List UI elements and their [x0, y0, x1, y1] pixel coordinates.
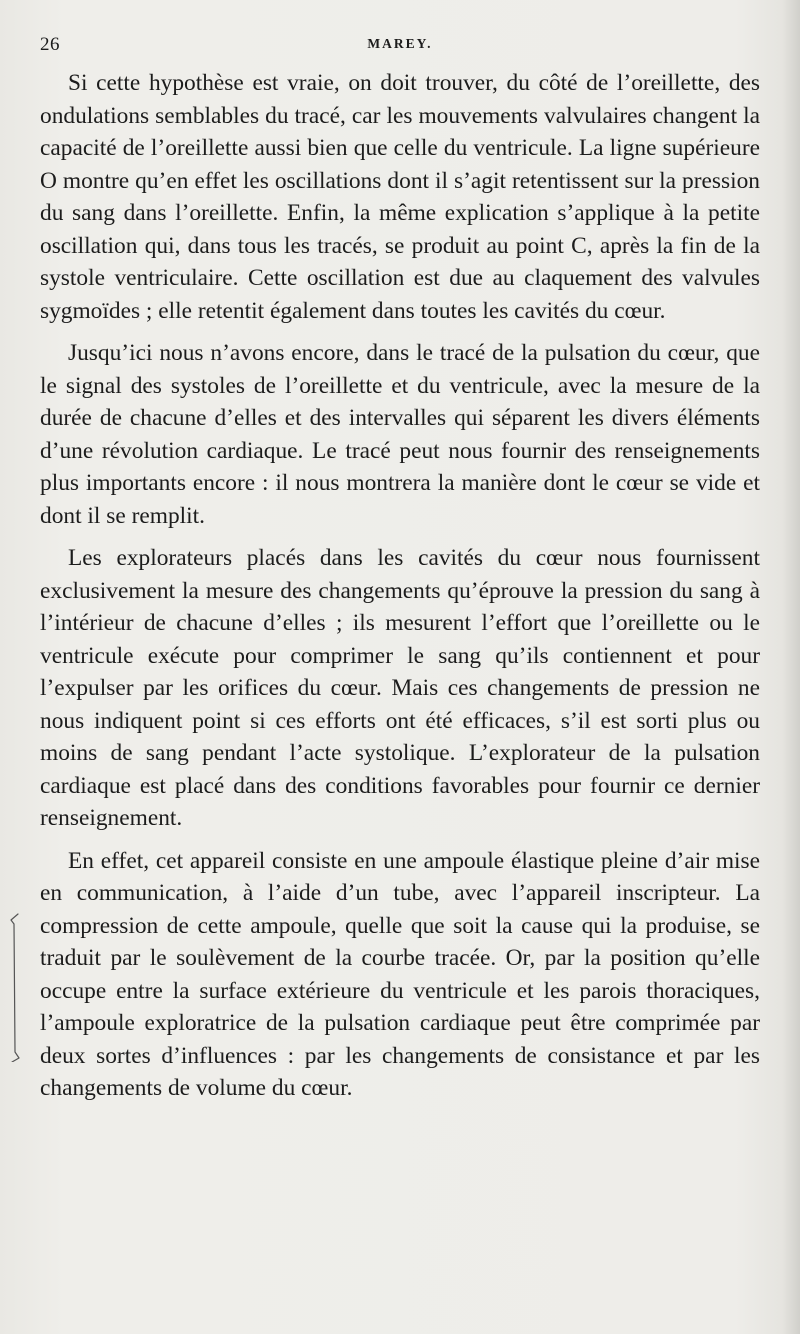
page-edge-shadow [782, 0, 800, 1334]
paragraph-3: Les explorateurs placés dans les cavités du cœur nous fournissent exclusivement la mesure des changements qu’éprouve la pression du sang à l’intérieur de chacune d’elles ; ils mesurent l’effort que l’oreillette ou le ventricule exécute pour comprimer le sang qu’ils contiennent et pour l’expulser par les orifices du cœur. Mais ces changements de pression ne nous indiquent point si ces efforts ont été efficaces, s’il est sorti plus ou moins de sang pendant l’acte systolique. L’explorateur de la pulsation cardiaque est placé dans des conditions favorables pour fournir ce dernier renseignement. [40, 545, 760, 831]
running-head: MAREY. [367, 36, 433, 51]
body-text [40, 67, 760, 1105]
page-number: 26 [40, 34, 60, 55]
margin-pencil-bracket [6, 912, 24, 1062]
pencil-bracket-icon [6, 912, 24, 1062]
paragraph-4: En effet, cet appareil consiste en une ampoule élastique pleine d’air mise en communication, à l’aide d’un tube, avec l’appareil inscripteur. La compression de cette ampoule, quelle que soit la cause qui la produise, se traduit par le soulèvement de la courbe tracée. Or, par la position qu’elle occupe entre la surface extérieure du ventricule et les parois thoraciques, l’ampoule exploratrice de la pulsation cardiaque peut être comprimée par deux sortes d’influences : par les changements de consistance et par les changements de volume du cœur. [40, 847, 760, 1101]
paragraph-1: Si cette hypothèse est vraie, on doit trouver, du côté de l’oreillette, des ondulations semblables du tracé, car les mouvements valvulaires changent la capacité de l’oreillette aussi bien que celle du ventricule. La ligne supérieure O montre qu’en effet les oscillations dont il s’agit retentissent sur la pression du sang dans l’oreillette. Enfin, la même explication s’applique à la petite oscillation qui, dans tous les tracés, se produit au point C, après la fin de la systole ventriculaire. Cette oscillation est due au claquement des valvules sygmoïdes ; elle retentit également dans toutes les cavités du cœur. [40, 70, 760, 324]
paragraph-2: Jusqu’ici nous n’avons encore, dans le tracé de la pulsation du cœur, que le signal des systoles de l’oreillette et du ventricule, avec la mesure de la durée de chacune d’elles et des intervalles qui séparent les divers éléments d’une révolution cardiaque. Le tracé peut nous fournir des renseignements plus importants encore : il nous montrera la manière dont le cœur se vide et dont il se remplit. [40, 340, 760, 529]
page-header [40, 34, 760, 58]
